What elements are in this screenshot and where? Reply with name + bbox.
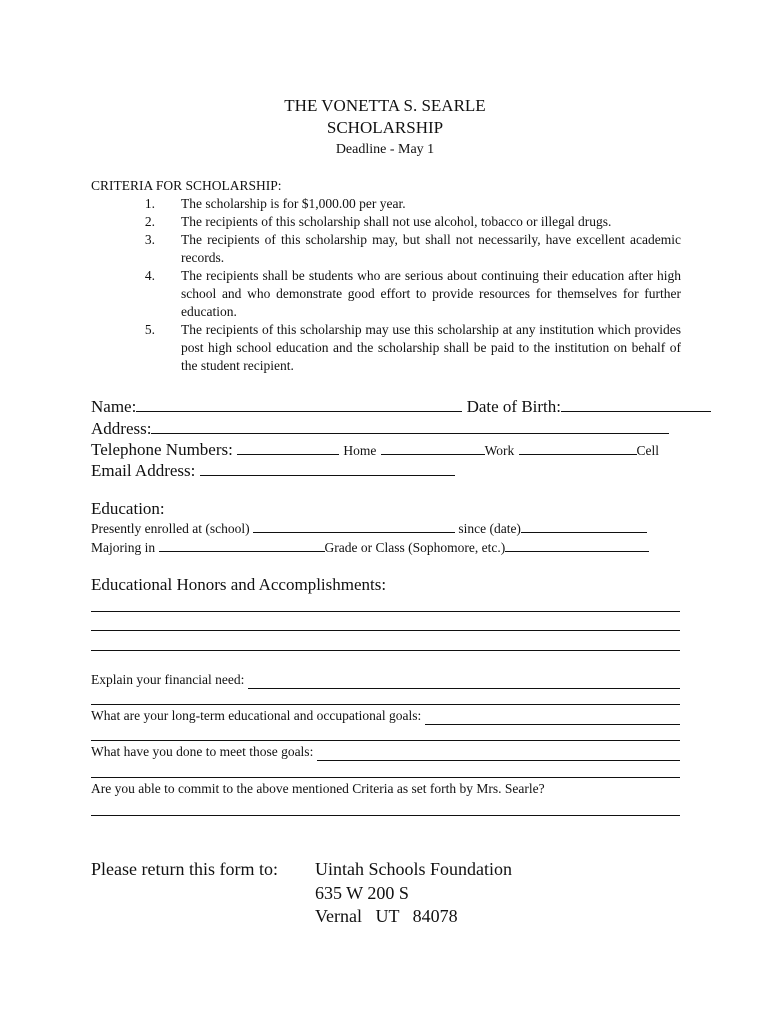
honors-line[interactable] [91, 611, 680, 612]
commit-label: Are you able to commit to the above mentioned Criteria as set forth by Mrs. Searle? [91, 781, 545, 796]
deadline-text: Deadline - May 1 [335, 142, 435, 157]
return-org: Uintah Schools Foundation [315, 859, 512, 879]
criteria-number: 1. [144, 196, 155, 211]
home-phone-field[interactable] [237, 440, 339, 455]
return-street: 635 W 200 S [315, 883, 409, 903]
name-field[interactable] [136, 397, 462, 412]
financial-need-field[interactable] [248, 675, 680, 689]
enrolled-row [91, 520, 647, 538]
goals-label: What are your long-term educational and occupational goals: [91, 708, 422, 723]
done-label: What have you done to meet those goals: [91, 744, 314, 759]
criteria-number: 4. [144, 268, 155, 283]
email-field[interactable] [200, 461, 455, 476]
criteria-text: The recipients of this scholarship may use this scholarship at any institution which provides post high school education and the scholarship shall be paid to the institution on behalf of the student recipient. [181, 322, 681, 373]
criteria-text: The recipients of this scholarship may, but shall not necessarily, have excellent academic records. [181, 232, 681, 265]
major-field[interactable] [159, 539, 325, 552]
majoring-label: Majoring in [91, 540, 156, 555]
email-label: Email Address: [91, 461, 196, 480]
honors-line[interactable] [91, 650, 680, 651]
education-heading: Education: [91, 499, 165, 518]
goals-row [91, 707, 680, 725]
criteria-item [91, 267, 681, 321]
dob-field[interactable] [561, 397, 711, 412]
grade-field[interactable] [505, 539, 649, 552]
home-label: Home [343, 443, 377, 458]
criteria-item [91, 231, 681, 267]
goals-field[interactable] [425, 711, 680, 725]
name-row [91, 396, 711, 418]
cell-phone-field[interactable] [519, 440, 637, 455]
dob-label: Date of Birth: [466, 397, 561, 416]
work-label: Work [484, 443, 515, 458]
honors-line[interactable] [91, 630, 680, 631]
return-label: Please return this form to: [91, 859, 278, 879]
financial-need-row [91, 671, 680, 689]
criteria-text: The recipients shall be students who are serious about continuing their education after high school and who demonstrate good effort to provide resources for themselves for further education. [181, 268, 681, 319]
address-label: Address: [91, 419, 152, 438]
criteria-number: 3. [144, 232, 155, 247]
since-date-field[interactable] [521, 520, 647, 533]
telephone-row [91, 439, 659, 462]
form-title-line1: THE VONETTA S. SEARLE [284, 96, 486, 115]
criteria-text: The recipients of this scholarship shall not use alcohol, tobacco or illegal drugs. [181, 214, 612, 229]
criteria-item [91, 195, 681, 213]
financial-need-label: Explain your financial need: [91, 672, 245, 687]
honors-heading: Educational Honors and Accomplishments: [91, 575, 387, 594]
address-row [91, 418, 669, 440]
criteria-heading: CRITERIA FOR SCHOLARSHIP: [91, 178, 282, 193]
criteria-item [91, 213, 681, 231]
form-title-line2: SCHOLARSHIP [326, 118, 444, 137]
enrolled-label: Presently enrolled at (school) [91, 521, 250, 536]
school-field[interactable] [253, 520, 455, 533]
done-line[interactable] [91, 777, 680, 778]
done-row [91, 743, 680, 761]
criteria-number: 2. [144, 214, 155, 229]
work-phone-field[interactable] [381, 440, 485, 455]
financial-need-line[interactable] [91, 704, 680, 705]
commit-line[interactable] [91, 815, 680, 816]
return-city: Vernal UT 84078 [315, 906, 458, 926]
done-field[interactable] [317, 747, 680, 761]
major-row [91, 539, 649, 557]
since-label: since (date) [458, 521, 521, 536]
telephone-label: Telephone Numbers: [91, 440, 233, 459]
name-label: Name: [91, 397, 137, 416]
criteria-list [91, 195, 681, 375]
grade-label: Grade or Class (Sophomore, etc.) [324, 540, 506, 555]
criteria-item [91, 321, 681, 375]
cell-label: Cell [636, 443, 660, 458]
criteria-number: 5. [144, 322, 155, 337]
email-row [91, 460, 455, 482]
criteria-text: The scholarship is for $1,000.00 per year. [181, 196, 406, 211]
goals-line[interactable] [91, 740, 680, 741]
address-field[interactable] [151, 419, 669, 434]
